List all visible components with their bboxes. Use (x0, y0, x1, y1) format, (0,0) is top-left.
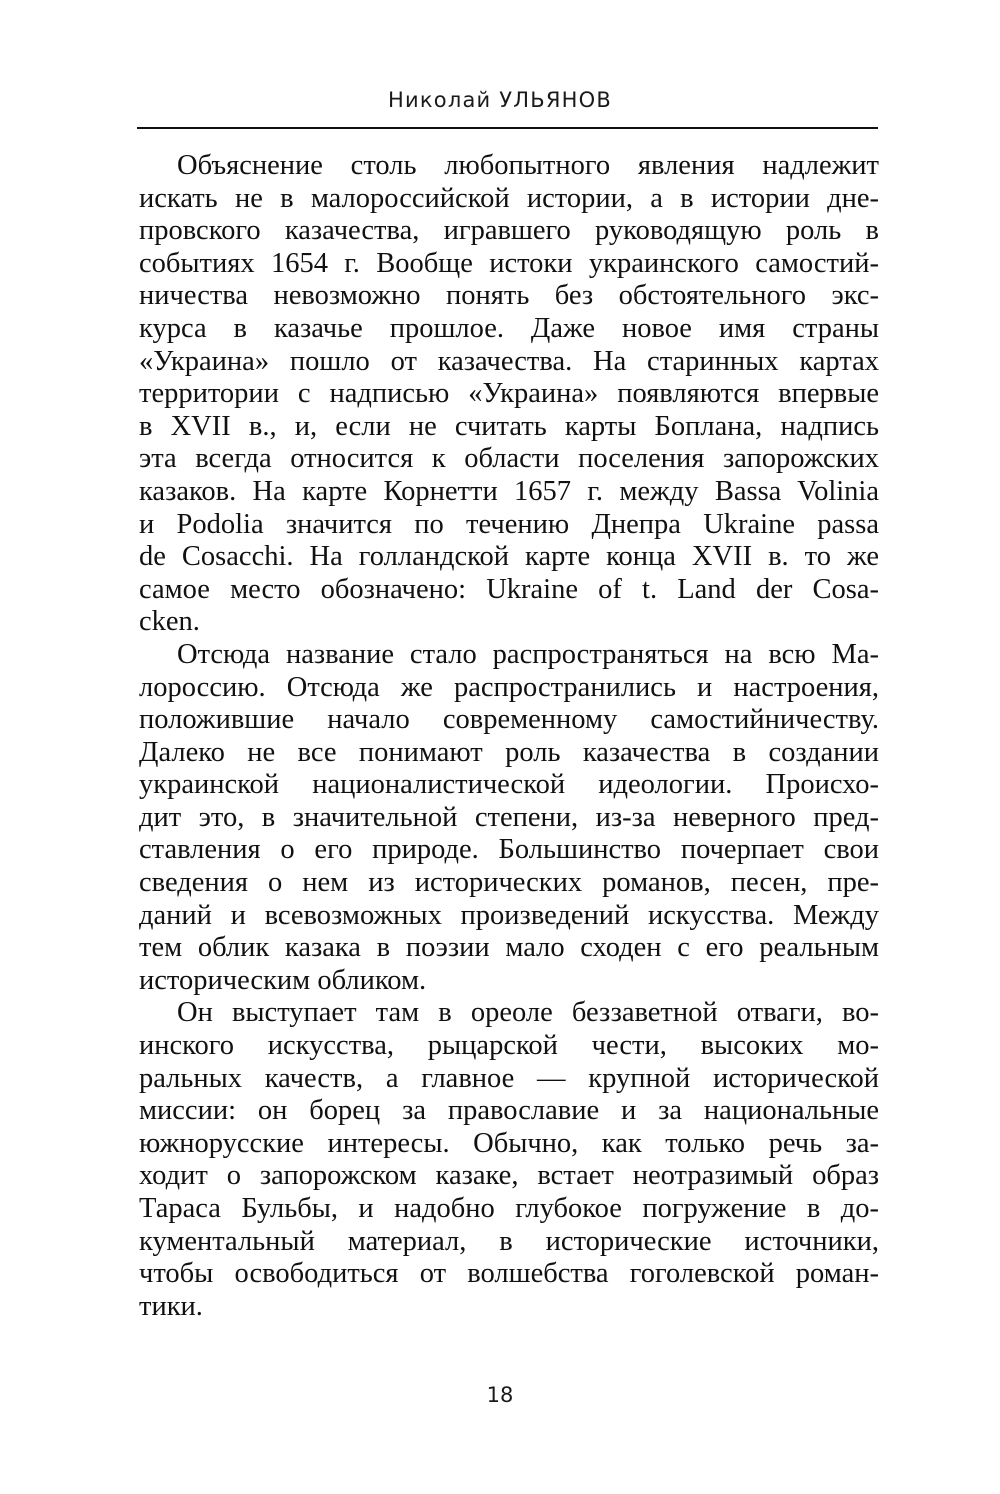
text-line: ральных качеств, а главное — крупной исторической (139, 1062, 879, 1094)
text-line: ставления о его природе. Большинство почерпает свои (139, 834, 879, 866)
text-line: искать не в малороссийской истории, а в истории дне- (139, 182, 879, 214)
page-number: 18 (486, 1383, 514, 1407)
text-line: инского искусства, рыцарской чести, высоких мо- (139, 1030, 879, 1062)
text-line: эта всегда относится к области поселения запорожских (139, 443, 879, 475)
text-line: de Cosacchi. На голландской карте конца XVII в. то же (139, 541, 879, 573)
text-line: событиях 1654 г. Вообще истоки украинского самостий- (139, 247, 879, 279)
text-line: «Украина» пошло от казачества. На старинных картах (139, 345, 879, 377)
text-line: тем облик казака в поэзии мало сходен с его реальным (139, 932, 879, 964)
text-line: украинской националистической идеологии. Происхо- (139, 769, 879, 801)
paragraph-1 (139, 150, 879, 639)
text-line: сведения о нем из исторических романов, песен, пре- (139, 867, 879, 899)
body-text (139, 150, 879, 1323)
text-line: лороссию. Отсюда же распространились и настроения, (139, 671, 879, 703)
text-line: Отсюда название стало распространяться на всю Ма- (177, 638, 879, 670)
text-line: кументальный материал, в исторические источники, (139, 1225, 879, 1257)
text-line: и Podolia значится по течению Днепра Ukraine passa (139, 508, 879, 540)
text-line: самое место обозначено: Ukraine of t. Land der Cosa- (139, 573, 879, 605)
text-line: Объяснение столь любопытного явления надлежит (177, 150, 879, 181)
header-rule (137, 127, 878, 129)
text-line: даний и всевозможных произведений искусства. Между (139, 899, 879, 931)
text-line: южнорусские интересы. Обычно, как только речь за- (139, 1127, 879, 1159)
text-line: в XVII в., и, если не считать карты Боплана, надпись (139, 410, 879, 442)
running-head: Николай УЛЬЯНОВ (388, 88, 612, 112)
text-line: провского казачества, игравшего руководящую роль в (139, 215, 879, 247)
text-line: ходит о запорожском казаке, встает неотразимый образ (139, 1160, 879, 1192)
text-line: миссии: он борец за православие и за национальные (139, 1095, 879, 1127)
text-line: тики. (139, 1290, 203, 1322)
text-line: курса в казачье прошлое. Даже новое имя страны (139, 312, 879, 344)
text-line: Тараса Бульбы, и надобно глубокое погружение в до- (139, 1193, 879, 1224)
text-line: Далеко не все понимают роль казачества в создании (139, 736, 879, 768)
text-line: территории с надписью «Украина» появляются впервые (139, 378, 879, 410)
text-line: казаков. На карте Корнетти 1657 г. между Bassa Volinia (139, 475, 879, 507)
text-line: ничества невозможно понять без обстоятельного экс- (139, 280, 879, 312)
paragraph-2 (139, 639, 879, 998)
text-line: cken. (139, 606, 200, 638)
text-line: историческим обликом. (139, 964, 427, 996)
text-line: дит это, в значительной степени, из-за неверного пред- (139, 801, 879, 833)
text-line: положившие начало современному самостийничеству. (139, 704, 879, 736)
paragraph-3 (139, 997, 879, 1323)
text-line: чтобы освободиться от волшебства гоголевской роман- (139, 1258, 879, 1290)
text-line: Он выступает там в ореоле беззаветной отваги, во- (177, 997, 879, 1029)
